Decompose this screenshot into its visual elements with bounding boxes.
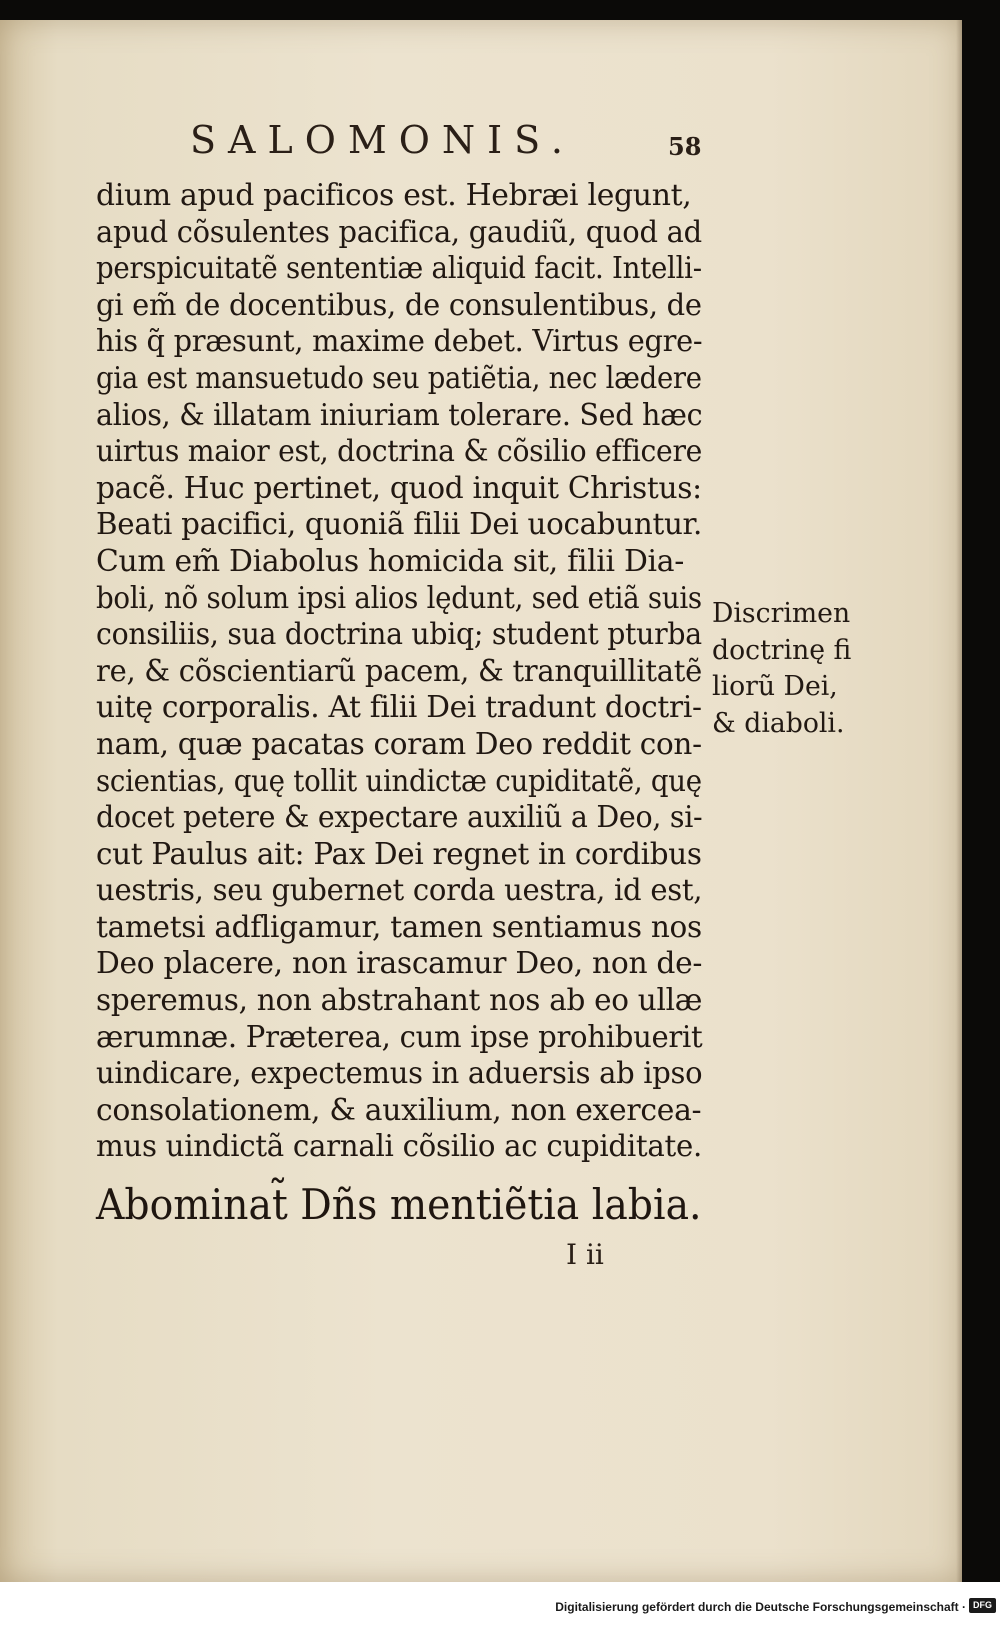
- text-line: tametsi adfligamur, tamen sentiamus nos: [96, 909, 702, 945]
- text-line: speremus, non abstrahant nos ab eo ullæ: [96, 983, 703, 1019]
- text-line: ærumnæ. Præterea, cum ipse prohibuerit: [96, 1019, 703, 1055]
- main-text-block: [96, 178, 706, 1166]
- text-line: his q̃ præsunt, maxime debet. Virtus egre-: [96, 324, 703, 360]
- text-line: apud cõsulentes pacifica, gaudiũ, quod ad: [96, 214, 702, 250]
- running-head: SALOMONIS.: [190, 118, 575, 162]
- folio-number: 58: [668, 132, 702, 161]
- text-line: uindicare, expectemus in aduersis ab ipso: [96, 1056, 703, 1092]
- text-line: consiliis, sua doctrina ubiq; student pturba: [96, 617, 702, 653]
- text-line: gia est mansuetudo seu patiẽtia, nec lædere: [96, 360, 702, 396]
- text-line: uitę corporalis. At filii Dei tradunt doctri-: [96, 690, 702, 726]
- text-line: dium apud pacificos est. Hebræi legunt,: [96, 178, 692, 213]
- text-line: re, & cõscientiarũ pacem, & tranquillitatẽ: [96, 653, 702, 689]
- text-line: consolationem, & auxilium, non exercea-: [96, 1092, 702, 1128]
- text-line: nam, quæ pacatas coram Deo reddit con-: [96, 726, 702, 762]
- dfg-logo: DFG: [969, 1598, 996, 1613]
- text-line: gi em̃ de docentibus, de consulentibus, de: [96, 287, 702, 323]
- text-line: uirtus maior est, doctrina & cõsilio efficere: [96, 434, 703, 470]
- text-line: Beati pacifici, quoniã filii Dei uocabuntur.: [96, 507, 703, 543]
- text-line: scientias, quę tollit uindictæ cupiditatẽ, quę: [96, 763, 702, 799]
- text-line: Cum em̃ Diabolus homicida sit, filii Dia-: [96, 543, 685, 579]
- text-line: docet petere & expectare auxiliũ a Deo, si-: [96, 800, 703, 836]
- marginal-note-line: liorũ Dei,: [712, 671, 838, 702]
- text-line: perspicuitatẽ sententiæ aliquid facit. Intelli-: [96, 251, 702, 287]
- text-line: alios, & illatam iniuriam tolerare. Sed hæc: [96, 397, 703, 433]
- funding-credit: Digitalisierung gefördert durch die Deutsche Forschungsgemeinschaft ·: [555, 1600, 966, 1614]
- text-line: boli, nõ solum ipsi alios lędunt, sed etiã suis: [96, 580, 702, 616]
- footer-bar: [0, 1582, 1000, 1632]
- text-line: mus uindictã carnali cõsilio ac cupiditate.: [96, 1129, 702, 1165]
- marginal-note-line: Discrimen: [712, 598, 851, 629]
- marginal-note-line: & diaboli.: [712, 707, 845, 739]
- text-line: uestris, seu gubernet corda uestra, id est,: [96, 873, 703, 909]
- page-edge-shadow: [956, 20, 962, 1582]
- marginal-note-line: doctrinę fi: [712, 634, 852, 666]
- text-line: cut Paulus ait: Pax Dei regnet in cordibus: [96, 836, 702, 872]
- text-line: Deo placere, non irascamur Deo, non de-: [96, 946, 703, 982]
- book-page: [0, 20, 962, 1582]
- marginal-note: [712, 596, 882, 742]
- section-heading: Abominat̃ Dñs mentiẽtia labia.: [96, 1180, 702, 1229]
- text-line: pacẽ. Huc pertinet, quod inquit Christus:: [96, 470, 702, 506]
- signature-mark: I ii: [566, 1238, 604, 1271]
